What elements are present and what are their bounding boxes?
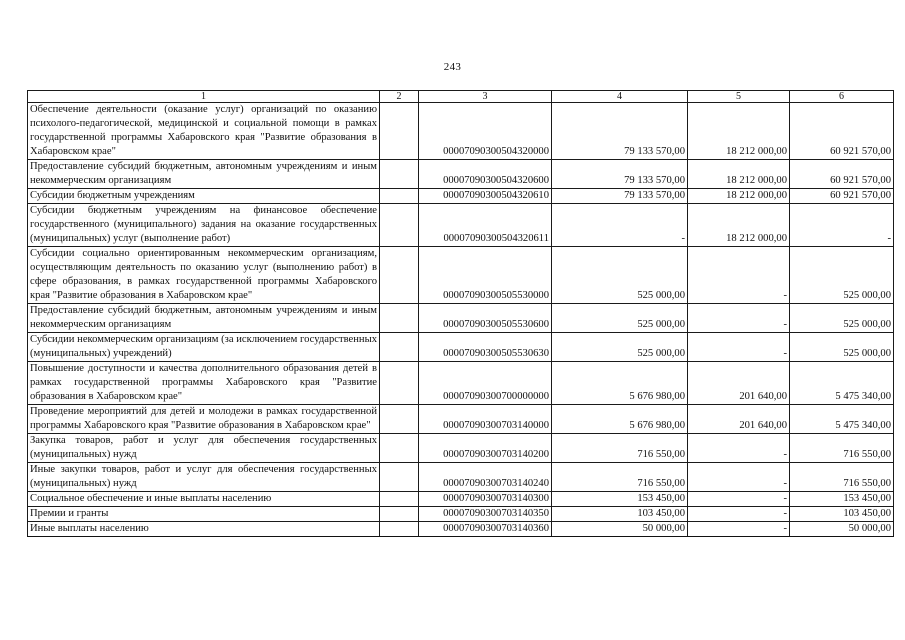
budget-code: 00007090300703140300 bbox=[419, 492, 552, 507]
amount-col-5: - bbox=[688, 463, 790, 492]
table-row bbox=[28, 463, 894, 492]
line-item-name: Обеспечение деятельности (оказание услуг) организаций по оказанию психолого-педагогической, медицинской и социальной помощи в рамках государственной программы Хабаровского края "Развитие образования в Хабаровском крае" bbox=[28, 103, 380, 160]
table-row bbox=[28, 304, 894, 333]
budget-code: 00007090300504320610 bbox=[419, 189, 552, 204]
column-number: 2 bbox=[380, 91, 419, 103]
line-item-name: Социальное обеспечение и иные выплаты населению bbox=[28, 492, 380, 507]
budget-code: 00007090300703140200 bbox=[419, 434, 552, 463]
amount-col-6: 525 000,00 bbox=[790, 304, 894, 333]
amount-col-4: 79 133 570,00 bbox=[552, 189, 688, 204]
amount-col-4: 525 000,00 bbox=[552, 247, 688, 304]
line-item-name: Субсидии бюджетным учреждениям bbox=[28, 189, 380, 204]
amount-col-4: 716 550,00 bbox=[552, 463, 688, 492]
amount-col-4: 716 550,00 bbox=[552, 434, 688, 463]
column-2-cell bbox=[380, 333, 419, 362]
column-number-header bbox=[28, 91, 894, 103]
table-row bbox=[28, 189, 894, 204]
line-item-name: Субсидии бюджетным учреждениям на финансовое обеспечение государственного (муниципального) задания на оказание государственных (муниципальных) услуг (выполнение работ) bbox=[28, 204, 380, 247]
budget-code: 00007090300703140350 bbox=[419, 507, 552, 522]
amount-col-6: 525 000,00 bbox=[790, 247, 894, 304]
column-2-cell bbox=[380, 405, 419, 434]
line-item-name: Субсидии некоммерческим организациям (за исключением государственных (муниципальных) учреждений) bbox=[28, 333, 380, 362]
column-2-cell bbox=[380, 304, 419, 333]
amount-col-6: 716 550,00 bbox=[790, 463, 894, 492]
amount-col-5: - bbox=[688, 333, 790, 362]
budget-code: 00007090300703140240 bbox=[419, 463, 552, 492]
table-row bbox=[28, 434, 894, 463]
line-item-name: Предоставление субсидий бюджетным, автономным учреждениям и иным некоммерческим организациям bbox=[28, 160, 380, 189]
column-2-cell bbox=[380, 492, 419, 507]
budget-code: 00007090300505530600 bbox=[419, 304, 552, 333]
line-item-name: Иные выплаты населению bbox=[28, 522, 380, 537]
table-row bbox=[28, 247, 894, 304]
amount-col-4: 5 676 980,00 bbox=[552, 405, 688, 434]
table-row bbox=[28, 405, 894, 434]
amount-col-5: - bbox=[688, 434, 790, 463]
table-row bbox=[28, 160, 894, 189]
line-item-name: Закупка товаров, работ и услуг для обеспечения государственных (муниципальных) нужд bbox=[28, 434, 380, 463]
amount-col-5: - bbox=[688, 247, 790, 304]
column-2-cell bbox=[380, 522, 419, 537]
amount-col-4: 79 133 570,00 bbox=[552, 160, 688, 189]
amount-col-6: 525 000,00 bbox=[790, 333, 894, 362]
line-item-name: Премии и гранты bbox=[28, 507, 380, 522]
table-row bbox=[28, 333, 894, 362]
column-2-cell bbox=[380, 189, 419, 204]
amount-col-6: - bbox=[790, 204, 894, 247]
table-row bbox=[28, 492, 894, 507]
amount-col-6: 60 921 570,00 bbox=[790, 103, 894, 160]
amount-col-5: 201 640,00 bbox=[688, 362, 790, 405]
amount-col-5: - bbox=[688, 507, 790, 522]
amount-col-4: 50 000,00 bbox=[552, 522, 688, 537]
column-2-cell bbox=[380, 204, 419, 247]
table-row bbox=[28, 103, 894, 160]
column-2-cell bbox=[380, 434, 419, 463]
amount-col-4: 153 450,00 bbox=[552, 492, 688, 507]
amount-col-4: 5 676 980,00 bbox=[552, 362, 688, 405]
amount-col-6: 103 450,00 bbox=[790, 507, 894, 522]
amount-col-6: 5 475 340,00 bbox=[790, 405, 894, 434]
column-2-cell bbox=[380, 463, 419, 492]
column-2-cell bbox=[380, 160, 419, 189]
amount-col-5: - bbox=[688, 492, 790, 507]
budget-code: 00007090300504320000 bbox=[419, 103, 552, 160]
column-number: 6 bbox=[790, 91, 894, 103]
table-row bbox=[28, 362, 894, 405]
amount-col-5: - bbox=[688, 304, 790, 333]
budget-code: 00007090300505530630 bbox=[419, 333, 552, 362]
amount-col-6: 50 000,00 bbox=[790, 522, 894, 537]
amount-col-6: 60 921 570,00 bbox=[790, 189, 894, 204]
line-item-name: Проведение мероприятий для детей и молодежи в рамках государственной программы Хабаровского края "Развитие образования в Хабаровском крае" bbox=[28, 405, 380, 434]
amount-col-4: - bbox=[552, 204, 688, 247]
budget-code: 00007090300504320600 bbox=[419, 160, 552, 189]
budget-code: 00007090300505530000 bbox=[419, 247, 552, 304]
table-row bbox=[28, 204, 894, 247]
amount-col-5: 18 212 000,00 bbox=[688, 189, 790, 204]
amount-col-5: 201 640,00 bbox=[688, 405, 790, 434]
amount-col-4: 79 133 570,00 bbox=[552, 103, 688, 160]
amount-col-4: 525 000,00 bbox=[552, 304, 688, 333]
table-row bbox=[28, 507, 894, 522]
column-number: 5 bbox=[688, 91, 790, 103]
line-item-name: Субсидии социально ориентированным некоммерческим организациям, осуществляющим деятельность по оказанию услуг (выполнению работ) в сфере образования, в рамках государственной программы Хабаровского края "Развитие образования в Хабаровском крае" bbox=[28, 247, 380, 304]
amount-col-6: 60 921 570,00 bbox=[790, 160, 894, 189]
budget-code: 00007090300703140360 bbox=[419, 522, 552, 537]
amount-col-4: 525 000,00 bbox=[552, 333, 688, 362]
page-number: 243 bbox=[443, 61, 462, 73]
amount-col-6: 5 475 340,00 bbox=[790, 362, 894, 405]
column-2-cell bbox=[380, 362, 419, 405]
line-item-name: Повышение доступности и качества дополнительного образования детей в рамках государственной программы Хабаровского края "Развитие образования в Хабаровском крае" bbox=[28, 362, 380, 405]
column-number: 1 bbox=[28, 91, 380, 103]
amount-col-5: 18 212 000,00 bbox=[688, 103, 790, 160]
budget-table bbox=[27, 90, 894, 537]
column-number: 3 bbox=[419, 91, 552, 103]
amount-col-4: 103 450,00 bbox=[552, 507, 688, 522]
line-item-name: Иные закупки товаров, работ и услуг для обеспечения государственных (муниципальных) нужд bbox=[28, 463, 380, 492]
amount-col-6: 716 550,00 bbox=[790, 434, 894, 463]
line-item-name: Предоставление субсидий бюджетным, автономным учреждениям и иным некоммерческим организациям bbox=[28, 304, 380, 333]
column-number: 4 bbox=[552, 91, 688, 103]
budget-code: 00007090300703140000 bbox=[419, 405, 552, 434]
budget-code: 00007090300700000000 bbox=[419, 362, 552, 405]
budget-code: 00007090300504320611 bbox=[419, 204, 552, 247]
column-2-cell bbox=[380, 247, 419, 304]
table-row bbox=[28, 522, 894, 537]
amount-col-5: 18 212 000,00 bbox=[688, 160, 790, 189]
column-2-cell bbox=[380, 103, 419, 160]
amount-col-6: 153 450,00 bbox=[790, 492, 894, 507]
amount-col-5: - bbox=[688, 522, 790, 537]
amount-col-5: 18 212 000,00 bbox=[688, 204, 790, 247]
column-2-cell bbox=[380, 507, 419, 522]
